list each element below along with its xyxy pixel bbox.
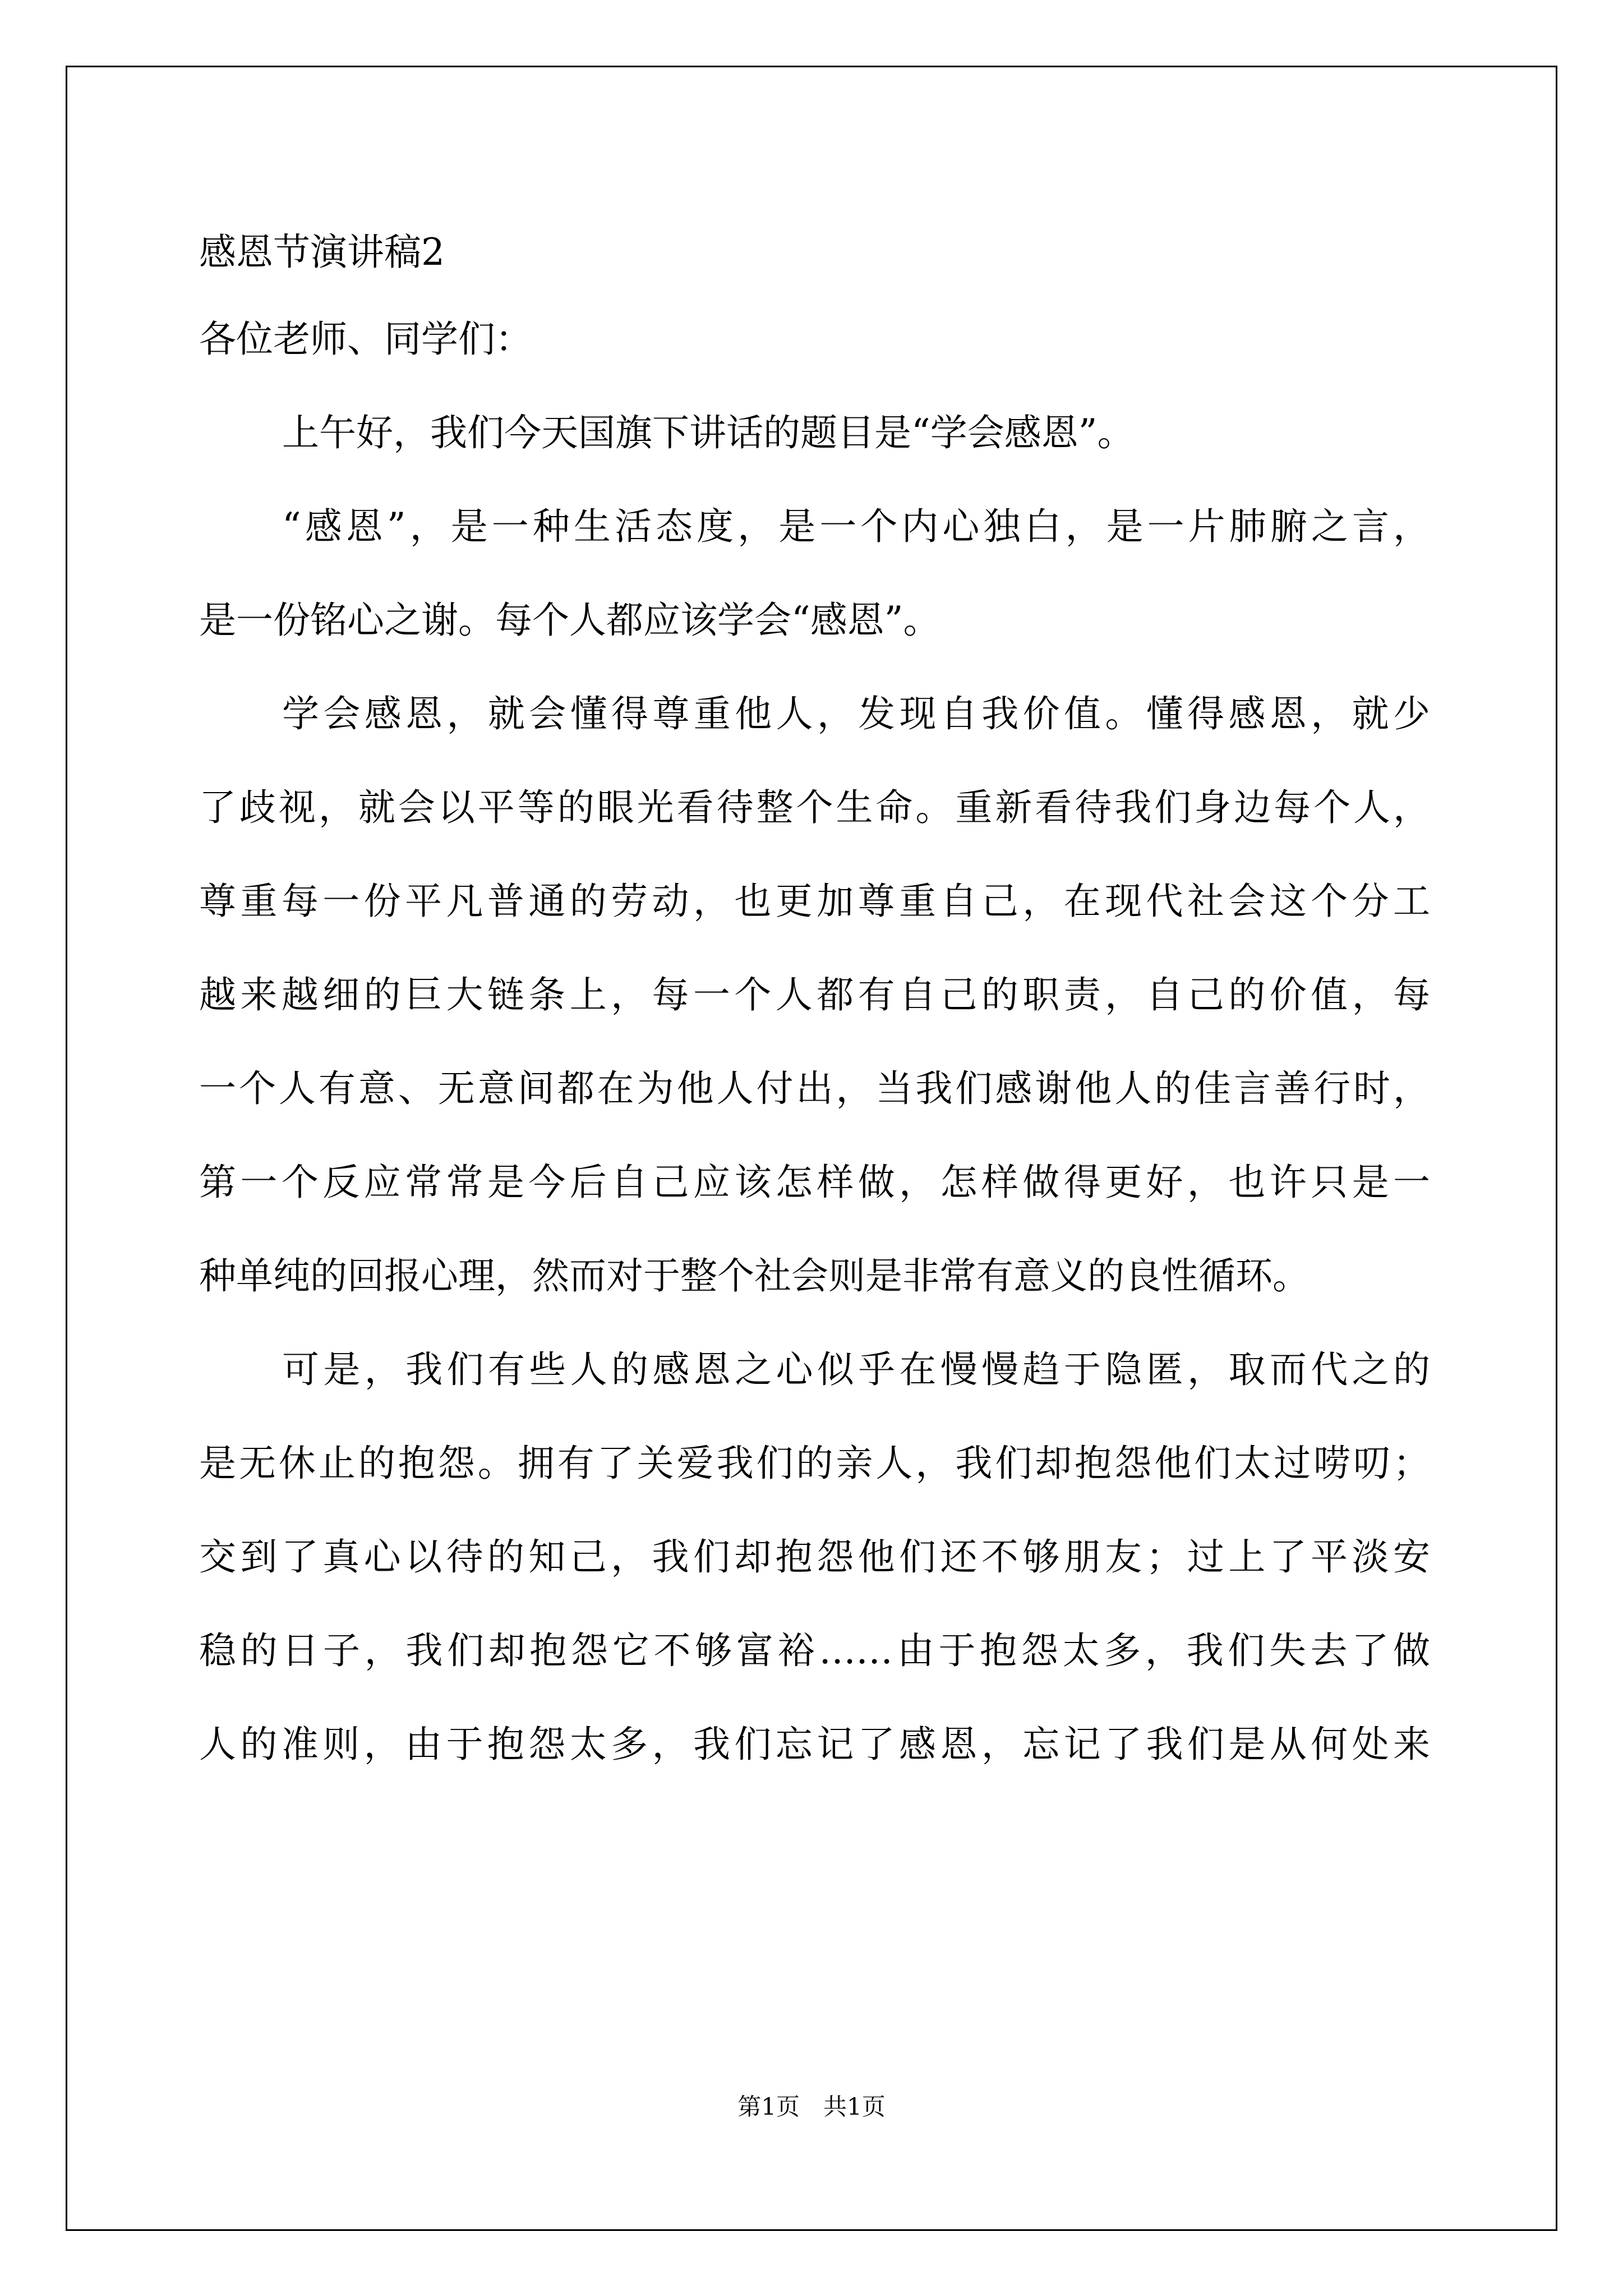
paragraph-line: “感恩”，是一种生活态度，是一个内心独白，是一片肺腑之言，	[282, 505, 1430, 548]
paragraph-line: 上午好，我们今天国旗下讲话的题目是“学会感恩”。	[282, 411, 1135, 454]
paragraph-line: 学会感恩，就会懂得尊重他人，发现自我价值。懂得感恩，就少	[282, 692, 1430, 735]
paragraph-line: 第一个反应常常是今后自己应该怎样做，怎样做得更好，也许只是一	[199, 1161, 1430, 1204]
paragraph-line: 是一份铭心之谢。每个人都应该学会“感恩”。	[199, 599, 940, 642]
paragraph-line: 一个人有意、无意间都在为他人付出，当我们感谢他人的佳言善行时，	[199, 1067, 1430, 1110]
salutation: 各位老师、同学们：	[199, 318, 532, 361]
paragraph-line: 可是，我们有些人的感恩之心似乎在慢慢趋于隐匿，取而代之的	[282, 1348, 1430, 1391]
paragraph-line: 稳的日子，我们却抱怨它不够富裕……由于抱怨太多，我们失去了做	[199, 1629, 1430, 1672]
page-border	[66, 66, 1557, 2231]
paragraph-line: 是无休止的抱怨。拥有了关爱我们的亲人，我们却抱怨他们太过唠叨；	[199, 1442, 1430, 1485]
paragraph-line: 越来越细的巨大链条上，每一个人都有自己的职责，自己的价值，每	[199, 973, 1430, 1016]
paragraph-line: 交到了真心以待的知己，我们却抱怨他们还不够朋友；过上了平淡安	[199, 1535, 1430, 1579]
paragraph-line: 尊重每一份平凡普通的劳动，也更加尊重自己，在现代社会这个分工	[199, 880, 1430, 923]
page-number-footer: 第1页 共1页	[737, 2093, 886, 2120]
paragraph-line: 种单纯的回报心理，然而对于整个社会则是非常有意义的良性循环。	[199, 1254, 1310, 1297]
paragraph-line: 人的准则，由于抱怨太多，我们忘记了感恩，忘记了我们是从何处来	[199, 1723, 1430, 1766]
document-title: 感恩节演讲稿2	[199, 231, 445, 274]
paragraph-line: 了歧视，就会以平等的眼光看待整个生命。重新看待我们身边每个人，	[199, 786, 1430, 829]
